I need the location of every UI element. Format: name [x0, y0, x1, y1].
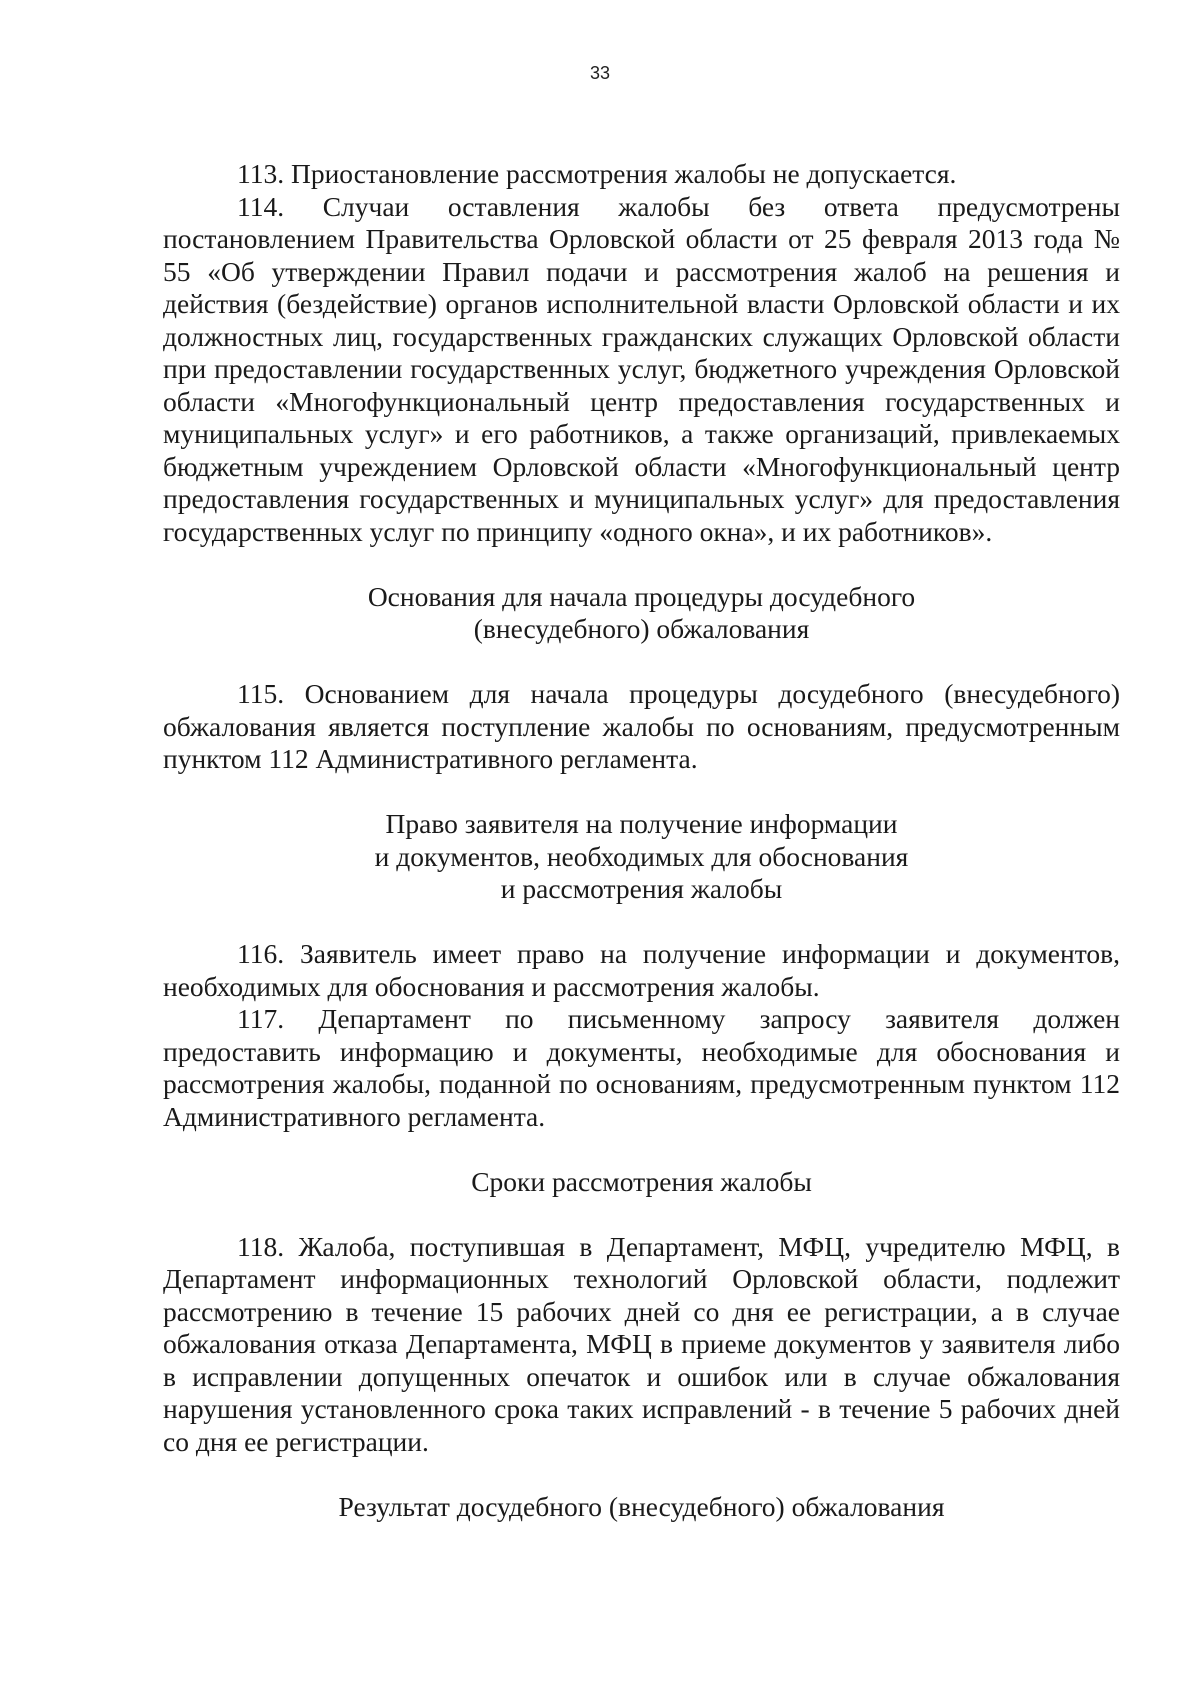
document-body — [163, 158, 1120, 1523]
heading-line: и рассмотрения жалобы — [500, 873, 783, 904]
paragraph-116: 116. Заявитель имеет право на получение информации и документов, необходимых для обоснования и рассмотрения жалобы. — [163, 938, 1120, 1002]
heading-line: Право заявителя на получение информации — [385, 808, 898, 839]
spacer — [163, 906, 1120, 939]
spacer — [163, 1198, 1120, 1231]
paragraph-117: 117. Департамент по письменному запросу заявителя должен предоставить информацию и документы, необходимые для обоснования и рассмотрения жалобы, поданной по основаниям, предусмотренным пунктом 112 Административного регламента. — [163, 1003, 1120, 1132]
heading-line: и документов, необходимых для обоснования — [374, 840, 909, 872]
section-heading-applicant-right — [163, 808, 1120, 906]
spacer — [163, 548, 1120, 581]
spacer — [163, 1458, 1120, 1491]
spacer — [163, 1133, 1120, 1166]
paragraph-118: 118. Жалоба, поступившая в Департамент, МФЦ, учредителю МФЦ, в Департамент информационных технологий Орловской области, подлежит рассмотрению в течение 15 рабочих дней со дня ее регистрации, а в случае обжалования отказа Департамента, МФЦ в приеме документов у заявителя либо в исправлении допущенных опечаток и ошибок или в случае обжалования нарушения установленного срока таких исправлений - в течение 5 рабочих дней со дня ее регистрации. — [163, 1230, 1120, 1457]
heading-line: (внесудебного) обжалования — [473, 613, 810, 644]
paragraph-115: 115. Основанием для начала процедуры досудебного (внесудебного) обжалования является поступление жалобы по основаниям, предусмотренным пунктом 112 Административного регламента. — [163, 678, 1120, 774]
paragraph-114: 114. Случаи оставления жалобы без ответа предусмотрены постановлением Правительства Орловской области от 25 февраля 2013 года № 55 «Об утверждении Правил подачи и рассмотрения жалоб на решения и действия (бездействие) органов исполнительной власти Орловской области и их должностных лиц, государственных гражданских служащих Орловской области при предоставлении государственных услуг, бюджетного учреждения Орловской области «Многофункциональный центр предоставления государственных и муниципальных услуг» и его работников, а также организаций, привлекаемых бюджетным учреждением Орловской области «Многофункциональный центр предоставления государственных и муниципальных услуг» для предоставления государственных услуг по принципу «одного окна», и их работников». — [163, 190, 1120, 547]
heading-line: Основания для начала процедуры досудебного — [367, 580, 916, 612]
spacer — [163, 776, 1120, 809]
paragraph-113: 113. Приостановление рассмотрения жалобы не допускается. — [237, 158, 957, 189]
section-heading-result — [163, 1491, 1120, 1524]
section-heading-review-terms — [163, 1166, 1120, 1199]
section-heading-grounds — [163, 581, 1120, 646]
heading-line: Результат досудебного (внесудебного) обжалования — [338, 1490, 945, 1522]
spacer — [163, 646, 1120, 679]
heading-line: Сроки рассмотрения жалобы — [471, 1165, 812, 1197]
page-number: 33 — [589, 63, 611, 83]
